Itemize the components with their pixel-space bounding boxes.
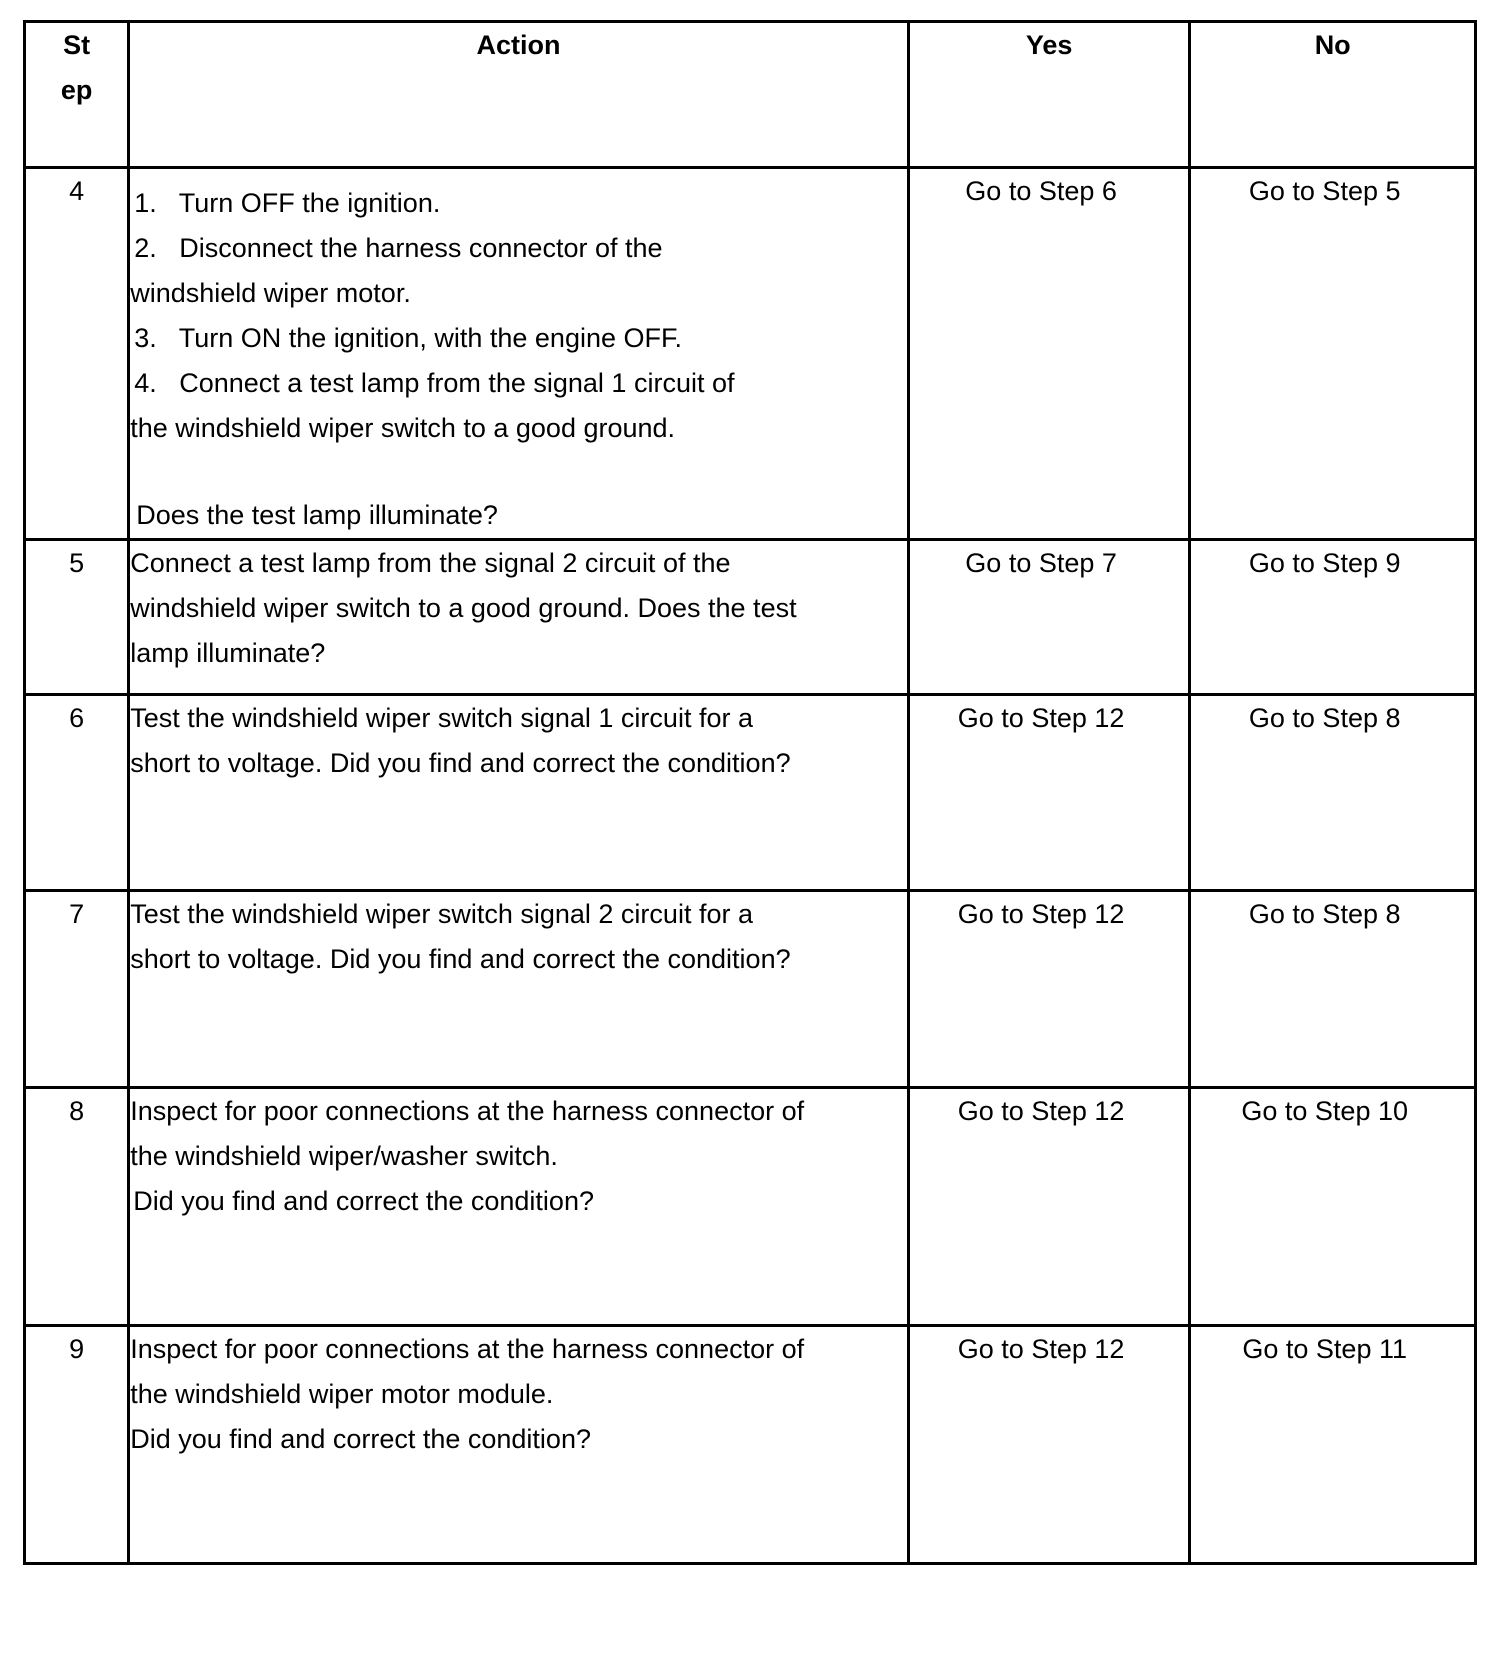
- action-line: windshield wiper motor.: [130, 278, 411, 308]
- no-result: Go to Step 11: [1242, 1334, 1407, 1364]
- header-step-line2: ep: [60, 75, 93, 105]
- action-line: windshield wiper switch to a good ground. Does the test: [130, 593, 797, 623]
- action-cell: [129, 1326, 909, 1564]
- action-line: 2. Disconnect the harness connector of the: [134, 233, 663, 263]
- action-line: lamp illuminate?: [130, 638, 326, 668]
- step-number: 9: [25, 1326, 129, 1564]
- no-cell: [1190, 168, 1476, 540]
- no-cell: [1190, 540, 1476, 695]
- table-row: [25, 168, 1476, 540]
- no-result: Go to Step 5: [1248, 176, 1401, 206]
- action-line: the windshield wiper/washer switch.: [130, 1141, 558, 1171]
- yes-cell: [908, 695, 1190, 891]
- action-line: Test the windshield wiper switch signal 2 circuit for a: [130, 899, 753, 929]
- step-number: 7: [25, 891, 129, 1088]
- header-no: No: [1190, 22, 1476, 168]
- yes-result: Go to Step 12: [957, 899, 1125, 929]
- yes-cell: [908, 1326, 1190, 1564]
- no-cell: [1190, 1326, 1476, 1564]
- table-row: [25, 695, 1476, 891]
- action-line: Inspect for poor connections at the harness connector of: [130, 1096, 805, 1126]
- no-result: Go to Step 8: [1248, 703, 1401, 733]
- action-cell: [129, 168, 909, 540]
- yes-cell: [908, 1088, 1190, 1326]
- yes-result: Go to Step 12: [957, 1096, 1125, 1126]
- step-number: 5: [25, 540, 129, 695]
- no-result: Go to Step 8: [1248, 899, 1401, 929]
- action-cell: [129, 695, 909, 891]
- yes-result: Go to Step 12: [957, 703, 1125, 733]
- step-number: 4: [25, 168, 129, 540]
- yes-cell: [908, 891, 1190, 1088]
- action-line: 4. Connect a test lamp from the signal 1 circuit of: [134, 368, 735, 398]
- yes-result: Go to Step 6: [965, 176, 1117, 206]
- no-result: Go to Step 10: [1241, 1096, 1408, 1126]
- action-line: short to voltage. Did you find and correct the condition?: [130, 944, 791, 974]
- action-line: Test the windshield wiper switch signal 1 circuit for a: [130, 703, 753, 733]
- table-row: [25, 1088, 1476, 1326]
- no-cell: [1190, 1088, 1476, 1326]
- diagnostic-table: [23, 20, 1477, 1565]
- action-line: Did you find and correct the condition?: [130, 1424, 591, 1454]
- yes-cell: [908, 540, 1190, 695]
- header-yes: Yes: [908, 22, 1190, 168]
- action-line: the windshield wiper switch to a good ground.: [130, 413, 676, 443]
- no-cell: [1190, 695, 1476, 891]
- action-cell: [129, 1088, 909, 1326]
- action-line: short to voltage. Did you find and correct the condition?: [130, 748, 791, 778]
- action-line: 3. Turn ON the ignition, with the engine OFF.: [134, 323, 682, 353]
- action-question: Does the test lamp illuminate?: [136, 500, 498, 530]
- step-number: 6: [25, 695, 129, 891]
- yes-result: Go to Step 12: [957, 1334, 1125, 1364]
- action-line: Inspect for poor connections at the harness connector of: [130, 1334, 805, 1364]
- action-cell: [129, 891, 909, 1088]
- no-cell: [1190, 891, 1476, 1088]
- header-step-line1: St: [63, 30, 91, 60]
- no-result: Go to Step 9: [1248, 548, 1401, 578]
- table-row: [25, 1326, 1476, 1564]
- header-row: [25, 22, 1476, 168]
- spacer: [130, 451, 907, 493]
- action-line: 1. Turn OFF the ignition.: [134, 188, 441, 218]
- header-action: Action: [129, 22, 909, 168]
- yes-result: Go to Step 7: [965, 548, 1117, 578]
- yes-cell: [908, 168, 1190, 540]
- header-step: [25, 22, 129, 168]
- table-row: [25, 891, 1476, 1088]
- action-line: Did you find and correct the condition?: [133, 1186, 594, 1216]
- action-line: Connect a test lamp from the signal 2 circuit of the: [130, 548, 731, 578]
- step-number: 8: [25, 1088, 129, 1326]
- action-cell: [129, 540, 909, 695]
- action-line: the windshield wiper motor module.: [130, 1379, 554, 1409]
- table-row: [25, 540, 1476, 695]
